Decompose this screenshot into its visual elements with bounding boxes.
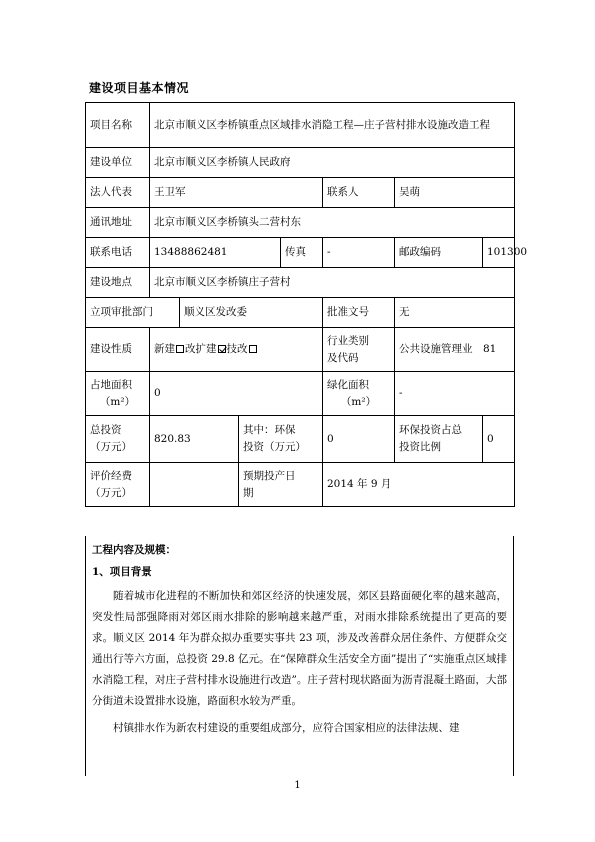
env-investment-value: 0 [323, 416, 395, 463]
basic-info-table [85, 102, 528, 507]
investment-label-line2: （万元） [90, 441, 132, 453]
date-label-line2: 期 [243, 486, 254, 499]
env-label-line1: 其中：环保 [243, 424, 296, 436]
project-scope-section [85, 536, 514, 776]
area-label-line1: 占地面积 [90, 378, 132, 391]
eval-fee-label-line2: （万元） [90, 486, 132, 499]
opt-tech-label: 技改 [226, 343, 248, 355]
checkbox-new[interactable] [176, 345, 184, 353]
postcode-value: 101300 [483, 238, 515, 268]
nature-label: 建设性质 [86, 328, 150, 372]
phone-value: 13488862481 [150, 238, 281, 268]
row-eval-fee [86, 463, 515, 507]
opt-ext-label: 改扩建 [185, 343, 217, 355]
eval-fee-label-line1: 评价经费 [90, 469, 132, 482]
green-unit: （m²） [340, 395, 377, 408]
postcode-label: 邮政编码 [395, 238, 483, 268]
production-date-value: 2014 年 9 月 [323, 463, 515, 507]
address-label: 通讯地址 [86, 208, 150, 238]
row-address [86, 208, 515, 238]
industry-label [323, 328, 395, 372]
eval-fee-value [150, 463, 239, 507]
approval-label: 立项审批部门 [86, 298, 180, 328]
row-phone [86, 238, 515, 268]
approval-value: 顺义区发改委 [180, 298, 323, 328]
env-label-line2: 投资（万元） [243, 441, 306, 453]
env-ratio-value: 0 [483, 416, 515, 463]
background-heading: 1、项目背景 [92, 566, 152, 578]
industry-label-line2: 及代码 [327, 351, 359, 364]
checkbox-extension-checked[interactable] [218, 345, 226, 353]
contact-value: 吴萌 [395, 178, 515, 208]
row-site [86, 268, 515, 298]
fax-value: - [323, 238, 395, 268]
page-title: 建设项目基本情况 [89, 81, 190, 95]
row-project-name [86, 103, 515, 148]
legal-rep-value: 王卫军 [150, 178, 323, 208]
scope-heading: 工程内容及规模： [92, 544, 176, 556]
investment-label [86, 416, 150, 463]
address-value: 北京市顺义区李桥镇头二营村东 [150, 208, 515, 238]
fax-label: 传真 [281, 238, 323, 268]
investment-label-line1: 总投资 [90, 424, 122, 436]
env-ratio-label [395, 416, 483, 463]
industry-label-line1: 行业类别 [327, 334, 369, 347]
project-name-label: 项目名称 [86, 103, 150, 148]
background-paragraph-1: 随着城市化进程的不断加快和郊区经济的快速发展，郊区县路面硬化率的越来越高，突发性局部强降雨对郊区雨水排除的影响越来越严重，对雨水排除系统提出了更高的要求。顺义区 2014 年为群众拟办重要实事共 23 项，涉及改善群众居住条件、方便群众交通出行等六方面，总投资 29.8 亿元。在“保障群众生活安全方面”提出了“实施重点区域排水消隐工程，对庄子营村排水设施进行改造”。庄子营村现状路面为沥青混凝土路面，大部分街道未设置排水设施，路面积水较为严重。 [92, 590, 507, 707]
site-label: 建设地点 [86, 268, 150, 298]
ratio-label-line1: 环保投资占总 [399, 424, 462, 436]
green-label [323, 372, 395, 416]
contact-label: 联系人 [323, 178, 395, 208]
industry-value: 公共设施管理业 81 [395, 328, 515, 372]
area-unit: （m²） [99, 395, 136, 408]
phone-label: 联系电话 [86, 238, 150, 268]
green-label-line1: 绿化面积 [327, 378, 369, 391]
green-value: - [395, 372, 515, 416]
date-label-line1: 预期投产日 [243, 469, 296, 482]
builder-value: 北京市顺义区李桥镇人民政府 [150, 148, 515, 178]
env-investment-label [239, 416, 323, 463]
row-investment [86, 416, 515, 463]
area-value: 0 [150, 372, 323, 416]
investment-value: 820.83 [150, 416, 239, 463]
row-nature [86, 328, 515, 372]
site-value: 北京市顺义区李桥镇庄子营村 [150, 268, 515, 298]
doc-value: 无 [395, 298, 515, 328]
row-approval [86, 298, 515, 328]
area-label [86, 372, 150, 416]
row-legal-rep [86, 178, 515, 208]
opt-new-label: 新建 [154, 343, 175, 355]
row-area [86, 372, 515, 416]
row-builder [86, 148, 515, 178]
ratio-label-line2: 投资比例 [399, 441, 441, 453]
doc-label: 批准文号 [323, 298, 395, 328]
production-date-label [239, 463, 323, 507]
project-name-value: 北京市顺义区李桥镇重点区域排水消隐工程—庄子营村排水设施改造工程 [150, 103, 515, 148]
page-number: 1 [294, 780, 301, 791]
nature-options [150, 328, 323, 372]
background-paragraph-2: 村镇排水作为新农村建设的重要组成部分，应符合国家相应的法律法规、建 [113, 722, 460, 734]
builder-label: 建设单位 [86, 148, 150, 178]
legal-rep-label: 法人代表 [86, 178, 150, 208]
checkbox-tech[interactable] [249, 345, 257, 353]
eval-fee-label [86, 463, 150, 507]
